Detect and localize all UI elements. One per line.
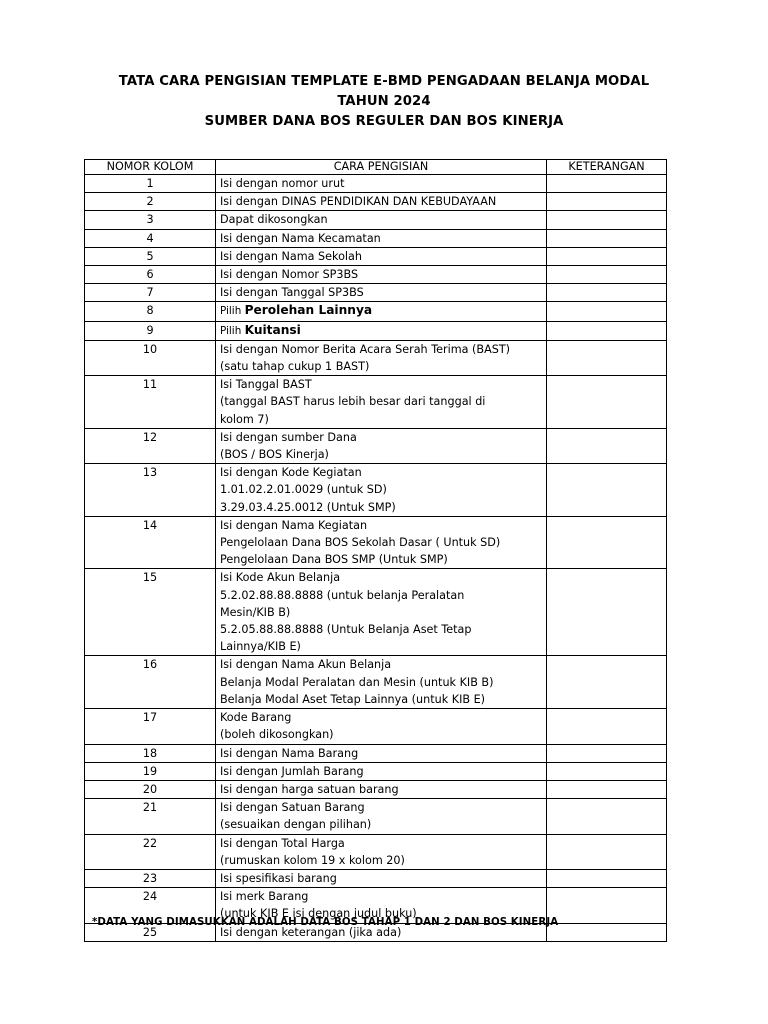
instruction-cell	[216, 744, 547, 762]
table-row	[85, 321, 667, 340]
instruction-cell	[216, 284, 547, 302]
keterangan-cell	[547, 780, 667, 798]
table-row	[85, 229, 667, 247]
instruction-cell	[216, 709, 547, 744]
table-row	[85, 744, 667, 762]
column-number-cell: 1	[85, 175, 216, 193]
table-row	[85, 193, 667, 211]
keterangan-cell	[547, 266, 667, 284]
table-row	[85, 284, 667, 302]
table-row	[85, 211, 667, 229]
keterangan-cell	[547, 869, 667, 887]
keterangan-cell	[547, 888, 667, 923]
keterangan-cell	[547, 211, 667, 229]
column-number-cell: 8	[85, 302, 216, 321]
instruction-line: Isi dengan Jumlah Barang	[220, 764, 364, 778]
instruction-line: (BOS / BOS Kinerja)	[220, 448, 329, 462]
table-row	[85, 247, 667, 265]
instruction-cell	[216, 516, 547, 569]
instruction-cell	[216, 376, 547, 429]
table-row	[85, 709, 667, 744]
instruction-cell	[216, 321, 547, 340]
column-number-cell: 23	[85, 869, 216, 887]
keterangan-cell	[547, 247, 667, 265]
instruction-cell	[216, 302, 547, 321]
instruction-line: Isi dengan sumber Dana	[220, 430, 357, 444]
instruction-line: Kode Barang	[220, 711, 292, 725]
table-row	[85, 340, 667, 375]
column-number-cell: 10	[85, 340, 216, 375]
keterangan-cell	[547, 656, 667, 709]
table-header-row	[85, 160, 667, 175]
table-row	[85, 656, 667, 709]
instruction-line: Dapat dikosongkan	[220, 213, 328, 227]
keterangan-cell	[547, 229, 667, 247]
instruction-line: Lainnya/KIB E)	[220, 640, 301, 654]
instruction-line	[220, 302, 542, 320]
instruction-line: Isi dengan Nama Sekolah	[220, 249, 362, 263]
instruction-cell	[216, 799, 547, 834]
instruction-line: Isi dengan keterangan (jika ada)	[220, 925, 402, 939]
column-number-cell: 13	[85, 464, 216, 517]
instruction-cell	[216, 569, 547, 656]
instruction-line: Isi merk Barang	[220, 890, 309, 904]
table-row	[85, 175, 667, 193]
instruction-cell	[216, 247, 547, 265]
column-number-cell: 24	[85, 888, 216, 923]
document-title	[0, 72, 768, 132]
instruction-cell	[216, 869, 547, 887]
column-number-cell: 14	[85, 516, 216, 569]
column-number-cell: 4	[85, 229, 216, 247]
column-number-cell: 21	[85, 799, 216, 834]
keterangan-cell	[547, 923, 667, 941]
instruction-line: Isi dengan Tanggal SP3BS	[220, 286, 364, 300]
instruction-cell	[216, 340, 547, 375]
instruction-line: kolom 7)	[220, 412, 269, 426]
instruction-line: (satu tahap cukup 1 BAST)	[220, 360, 370, 374]
instruction-prefix: Pilih	[220, 324, 245, 337]
keterangan-cell	[547, 762, 667, 780]
column-number-cell: 9	[85, 321, 216, 340]
keterangan-cell	[547, 340, 667, 375]
instruction-cell	[216, 656, 547, 709]
keterangan-cell	[547, 284, 667, 302]
keterangan-cell	[547, 709, 667, 744]
column-number-cell: 5	[85, 247, 216, 265]
keterangan-cell	[547, 175, 667, 193]
instruction-cell	[216, 834, 547, 869]
header-keterangan: KETERANGAN	[547, 160, 667, 175]
instruction-line: Isi dengan Nama Kecamatan	[220, 231, 381, 245]
instruction-line: Isi dengan harga satuan barang	[220, 782, 399, 796]
instruction-prefix: Pilih	[220, 305, 245, 318]
keterangan-cell	[547, 376, 667, 429]
instruction-line: Isi dengan Nomor Berita Acara Serah Terima (BAST)	[220, 342, 511, 356]
column-number-cell: 12	[85, 428, 216, 463]
keterangan-cell	[547, 428, 667, 463]
instruction-line: (sesuaikan dengan pilihan)	[220, 818, 372, 832]
table-row	[85, 302, 667, 321]
keterangan-cell	[547, 516, 667, 569]
instruction-line: Belanja Modal Peralatan dan Mesin (untuk KIB B)	[220, 675, 494, 689]
instruction-line: Isi dengan Nama Kegiatan	[220, 518, 368, 532]
table-row	[85, 799, 667, 834]
column-number-cell: 25	[85, 923, 216, 941]
instruction-line: Isi dengan Nama Barang	[220, 746, 359, 760]
table-row	[85, 376, 667, 429]
instruction-line: Isi Tanggal BAST	[220, 378, 312, 392]
instruction-line: Isi dengan Satuan Barang	[220, 801, 365, 815]
title-line-2: TAHUN 2024	[337, 94, 431, 109]
keterangan-cell	[547, 321, 667, 340]
column-number-cell: 19	[85, 762, 216, 780]
keterangan-cell	[547, 744, 667, 762]
instruction-table	[84, 159, 667, 942]
column-number-cell: 15	[85, 569, 216, 656]
table-row	[85, 428, 667, 463]
keterangan-cell	[547, 193, 667, 211]
instruction-line: Pengelolaan Dana BOS SMP (Untuk SMP)	[220, 553, 448, 567]
instruction-line: (rumuskan kolom 19 x kolom 20)	[220, 853, 405, 867]
column-number-cell: 2	[85, 193, 216, 211]
instruction-line: 3.29.03.4.25.0012 (Untuk SMP)	[220, 500, 396, 514]
instruction-line: 5.2.02.88.88.8888 (untuk belanja Peralatan	[220, 588, 465, 602]
keterangan-cell	[547, 569, 667, 656]
keterangan-cell	[547, 799, 667, 834]
table-row	[85, 569, 667, 656]
header-cara-pengisian: CARA PENGISIAN	[216, 160, 547, 175]
column-number-cell: 11	[85, 376, 216, 429]
table-row	[85, 780, 667, 798]
header-nomor-kolom: NOMOR KOLOM	[85, 160, 216, 175]
column-number-cell: 3	[85, 211, 216, 229]
instruction-line: Pengelolaan Dana BOS Sekolah Dasar ( Untuk SD)	[220, 536, 501, 550]
table-body	[85, 175, 667, 942]
instruction-line: Isi dengan Kode Kegiatan	[220, 466, 362, 480]
column-number-cell: 16	[85, 656, 216, 709]
column-number-cell: 7	[85, 284, 216, 302]
instruction-cell	[216, 211, 547, 229]
instruction-line: 5.2.05.88.88.8888 (Untuk Belanja Aset Tetap	[220, 623, 472, 637]
table-row	[85, 834, 667, 869]
instruction-line: (untuk KIB E isi dengan judul buku)	[220, 907, 417, 921]
table-row	[85, 869, 667, 887]
instruction-line	[220, 322, 542, 340]
instruction-cell	[216, 175, 547, 193]
column-number-cell: 22	[85, 834, 216, 869]
column-number-cell: 18	[85, 744, 216, 762]
instruction-line: Isi dengan Total Harga	[220, 836, 345, 850]
column-number-cell: 6	[85, 266, 216, 284]
instruction-option: Kuitansi	[244, 322, 301, 337]
instruction-line: Isi dengan DINAS PENDIDIKAN DAN KEBUDAYAAN	[220, 195, 497, 209]
keterangan-cell	[547, 302, 667, 321]
instruction-cell	[216, 464, 547, 517]
instruction-line: Isi Kode Akun Belanja	[220, 571, 341, 585]
instruction-line: Belanja Modal Aset Tetap Lainnya (untuk KIB E)	[220, 692, 486, 706]
instruction-line: Isi dengan nomor urut	[220, 177, 345, 190]
instruction-cell	[216, 229, 547, 247]
column-number-cell: 17	[85, 709, 216, 744]
instruction-line: (tanggal BAST harus lebih besar dari tanggal di	[220, 395, 486, 409]
title-line-3: SUMBER DANA BOS REGULER DAN BOS KINERJA	[204, 114, 564, 129]
instruction-option: Perolehan Lainnya	[244, 303, 373, 318]
title-line-1: TATA CARA PENGISIAN TEMPLATE E-BMD PENGADAAN BELANJA MODAL	[118, 74, 650, 89]
keterangan-cell	[547, 834, 667, 869]
instruction-line: Isi dengan Nama Akun Belanja	[220, 658, 392, 672]
instruction-cell	[216, 762, 547, 780]
instruction-line: Isi dengan Nomor SP3BS	[220, 268, 359, 282]
column-number-cell: 20	[85, 780, 216, 798]
keterangan-cell	[547, 464, 667, 517]
instruction-line: Isi spesifikasi barang	[220, 871, 337, 885]
instruction-cell	[216, 780, 547, 798]
instruction-line: 1.01.02.2.01.0029 (untuk SD)	[220, 483, 387, 497]
instruction-cell	[216, 266, 547, 284]
table-row	[85, 266, 667, 284]
footnote: *DATA YANG DIMASUKKAN ADALAH DATA BOS TAHAP 1 DAN 2 DAN BOS KINERJA	[92, 917, 559, 928]
instruction-cell	[216, 428, 547, 463]
table-row	[85, 464, 667, 517]
instruction-line: (boleh dikosongkan)	[220, 728, 334, 742]
instruction-line: Mesin/KIB B)	[220, 605, 291, 619]
table-row	[85, 762, 667, 780]
table-row	[85, 516, 667, 569]
instruction-cell	[216, 193, 547, 211]
